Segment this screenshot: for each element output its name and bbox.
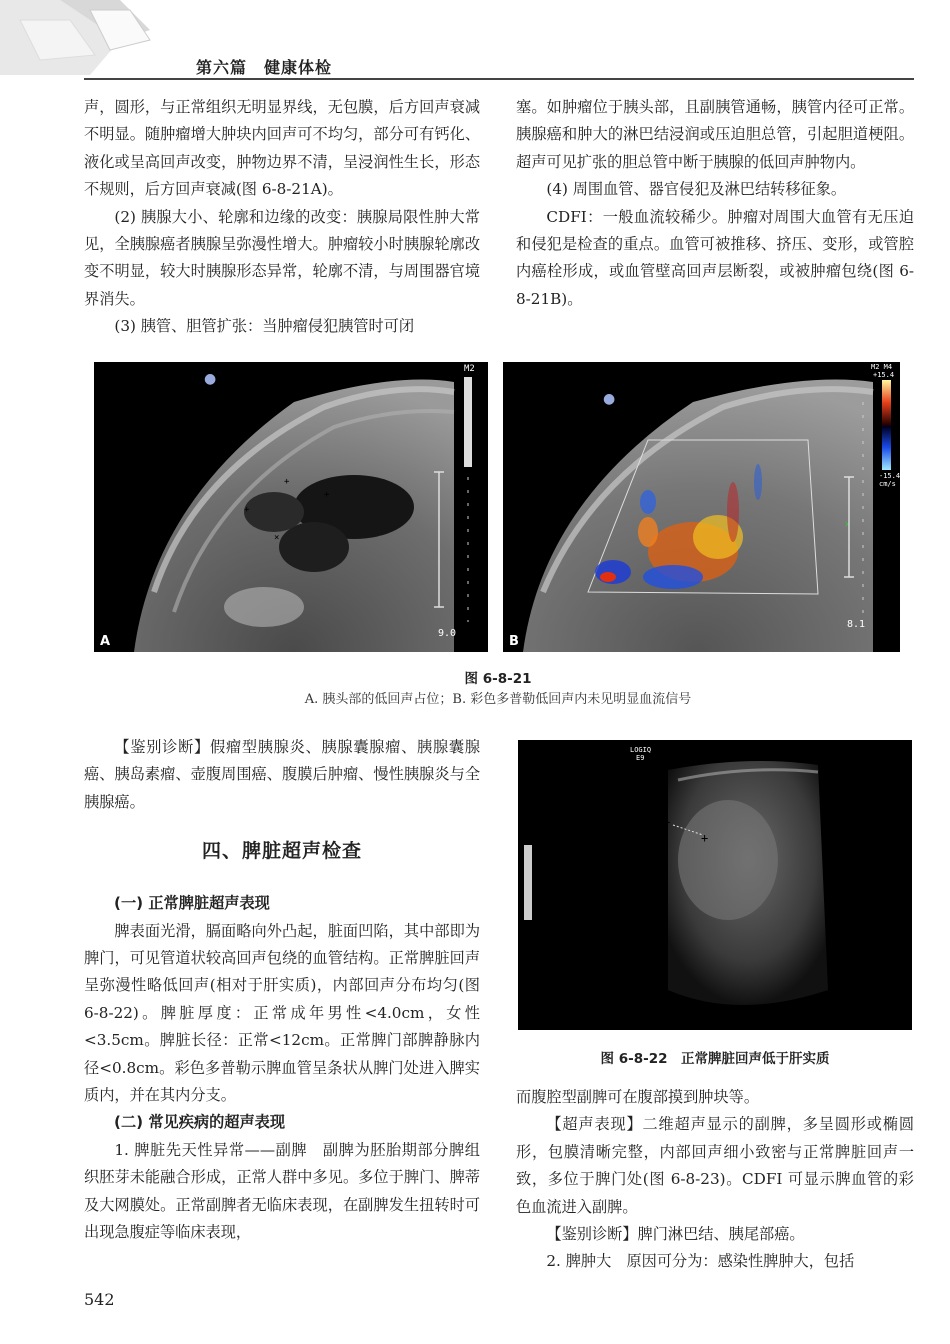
page-number: 542 [84,1290,115,1309]
lower-right-column [516,1084,914,1276]
paragraph: 1. 脾脏先天性异常——副脾 副脾为胚胎期部分脾组织胚芽未能融合形成，正常人群中多见。多位于脾门、脾蒂及大网膜处。正常副脾者无临床表现，在副脾发生扭转时可出现急腹症等临床表现， [84,1140,480,1242]
paragraph: 声，圆形，与正常组织无明显界线，无包膜，后方回声衰减不明显。随肿瘤增大肿块内回声可不均匀，部分可有钙化、液化或呈高回声改变，肿物边界不清，呈浸润性生长，形态不规则，后方回声衰减(图 6-8-21A)。 [84,98,480,199]
paragraph: 而腹腔型副脾可在腹部摸到肿块等。 [516,1088,759,1106]
caliper-marker: + [284,477,290,487]
color-scale-max: +15.4 [873,371,895,379]
caliper-marker: + [324,490,330,500]
caliper-marker: + [701,831,709,845]
section-title: 四、脾脏超声检查 [201,840,362,863]
caliper-marker: + [663,815,671,829]
subsection-title: (二) 常见疾病的超声表现 [114,1113,286,1132]
device-brand: LOGIQ [630,746,652,754]
device-model: E9 [636,754,645,762]
paragraph: 【鉴别诊断】脾门淋巴结、胰尾部癌。 [546,1225,805,1244]
header-title: 第六篇 健康体检 [196,58,333,77]
color-scale-min: -15.4 [879,472,900,480]
depth-label: 9.0 [438,628,457,639]
panel-label-b: B [509,634,519,649]
mode-label: M2 M4 [871,363,893,371]
caliper-marker: + [244,505,250,515]
paragraph: 塞。如肿瘤位于胰头部，且副胰管通畅，胰管内径可正常。胰腺癌和肿大的淋巴结浸润或压迫胆总管，引起胆道梗阻。超声可见扩张的胆总管中断于胰腺的低回声肿物内。 [516,98,914,171]
paragraph: CDFI：一般血流较稀少。肿瘤对周围大血管有无压迫和侵犯是检查的重点。血管可被推移、挤压、变形，或管腔内癌栓形成，或血管壁高回声层断裂，或被肿瘤包绕(图 6-8-21B)。 [516,207,914,308]
figure-22-caption: 图 6-8-22 正常脾脏回声低于肝实质 [600,1051,830,1067]
subsection-title: (一) 正常脾脏超声表现 [114,894,270,913]
ultrasound-scan-b [503,362,900,652]
ultrasound-image-a [94,362,488,652]
paragraph: (4) 周围血管、器官侵犯及淋巴结转移征象。 [546,180,847,199]
figure-21-caption-desc: A. 胰头部的低回声占位；B. 彩色多普勒低回声内未见明显血流信号 [304,692,692,707]
paragraph: 2. 脾肿大 原因可分为：感染性脾肿大，包括 [546,1252,855,1271]
caliper-marker: × [274,533,280,543]
depth-label: 8.1 [847,619,866,630]
color-scale-unit: cm/s [879,480,896,488]
probe-orientation-icon: ● [603,391,616,407]
header-divider [84,78,914,80]
lower-left-column [84,734,480,1247]
ultrasound-image-spleen [518,740,912,1030]
caliper-marker: × [845,520,851,530]
header-corner-decoration [0,0,180,75]
differential-diagnosis: 【鉴别诊断】假瘤型胰腺炎、胰腺囊腺瘤、胰腺囊腺癌、胰岛素瘤、壶腹周围癌、腹膜后肿瘤、慢性胰腺炎与全胰腺癌。 [84,738,480,811]
paragraph: (2) 胰腺大小、轮廓和边缘的改变：胰腺局限性肿大常见，全胰腺癌者胰腺呈弥漫性增大。肿瘤较小时胰腺轮廓改变不明显，较大时胰腺形态异常，轮廓不清，与周围器官境界消失。 [84,207,480,308]
ultrasound-scan-a [94,362,488,652]
top-left-column [84,94,480,341]
ultrasound-scan-spleen [518,740,912,1030]
panel-label-a: A [100,634,111,649]
probe-orientation-icon: ● [204,371,217,387]
top-right-column [516,94,914,313]
paragraph: (3) 胰管、胆管扩张：当肿瘤侵犯胰管时可闭 [114,317,415,336]
paragraph: 【超声表现】二维超声显示的副脾，多呈圆形或椭圆形，包膜清晰完整，内部回声细小致密与正常脾脏回声一致，多位于脾门处(图 6-8-23)。CDFI 可显示脾血管的彩色血流进入副脾。 [516,1115,914,1216]
paragraph: 脾表面光滑，膈面略向外凸起，脏面凹陷，其中部即为脾门，可见管道状较高回声包绕的血管结构。正常脾脏回声呈弥漫性略低回声(相对于肝实质)，内部回声分布均匀(图 6-8-22)。脾脏厚度：正常成年男性<4.0cm，女性<3.5cm。脾脏长径：正常<12cm。正常脾门部脾静脉内径<0.8cm。彩色多普勒示脾血管呈条状从脾门处进入脾实质内，并在其内分支。 [84,921,480,1105]
figure-21-caption-title: 图 6-8-21 [464,671,532,687]
mode-label: M2 [464,364,475,374]
ultrasound-image-b [503,362,900,652]
